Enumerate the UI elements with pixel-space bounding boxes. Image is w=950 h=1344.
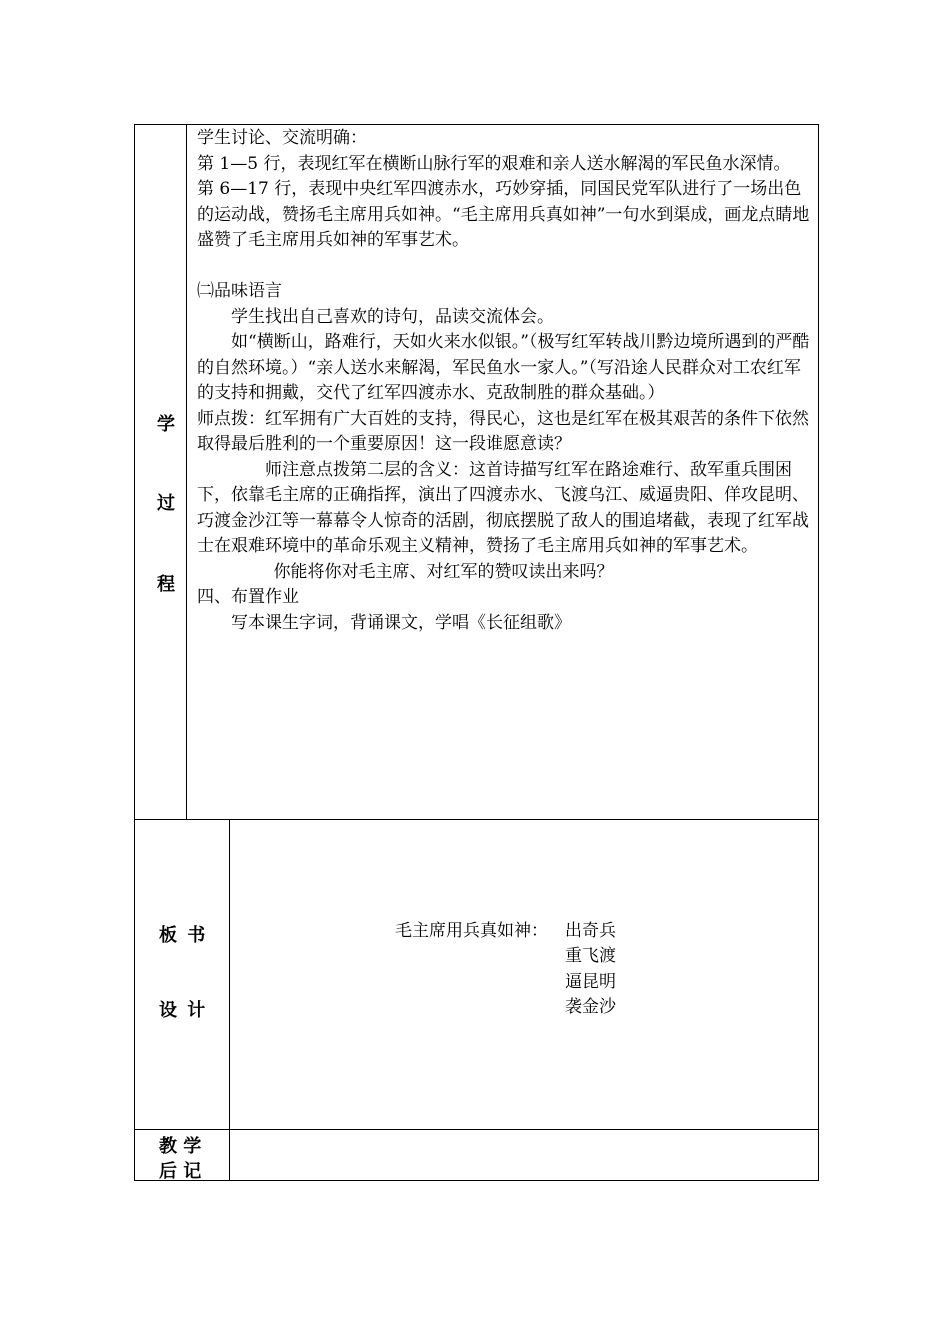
blank-line (197, 254, 815, 280)
paragraph: 第 6—17 行，表现中央红军四渡赤水，巧妙穿插，同国民党军队进行了一场出色的运动战，赞扬毛主席用兵如神。“毛主席用兵真如神”一句水到渠成，画龙点睛地盛赞了毛主席用兵如神的军事艺术。 (197, 179, 810, 250)
board-item: 逼昆明 (565, 972, 616, 992)
paragraph: 第 1—5 行，表现红军在横断山脉行军的艰难和亲人送水解渴的军民鱼水深情。 (197, 153, 791, 174)
paragraph: 你能将你对毛主席、对红军的赞叹读出来吗？ (273, 561, 614, 582)
side-label-teaching: 教 学 (159, 1136, 202, 1157)
side-label-char: 过 (157, 493, 175, 514)
side-label-board: 板 书 (159, 925, 206, 946)
row-divider-1 (134, 819, 819, 820)
col-divider-2 (229, 819, 230, 1181)
side-label-design: 设 计 (159, 1000, 206, 1021)
paragraph: 如“横断山，路难行，天如火来水似银。”（极写红军转战川黔边境所遇到的严酷的自然环境。）“亲人送水来解渴，军民鱼水一家人。”（写沿途人民群众对工农红军的支持和拥戴，交代了红军四渡赤水、克敌制胜的群众基础。） (197, 332, 810, 403)
board-item: 袭金沙 (565, 997, 616, 1017)
side-label-afterword: 后 记 (159, 1161, 202, 1182)
paragraph: 写本课生字词，背诵课文，学唱《长征组歌》 (231, 612, 571, 633)
paragraph: 师点拨：红军拥有广大百姓的支持，得民心，这也是红军在极其艰苦的条件下依然取得最后胜利的一个重要原因！这一段谁愿意读？ (197, 408, 809, 454)
process-content (197, 126, 815, 636)
col-divider-1 (186, 124, 187, 820)
side-label-char: 程 (157, 574, 175, 595)
board-prefix: 毛主席用兵真如神： (395, 921, 548, 941)
paragraph: 四、布置作业 (197, 587, 299, 607)
board-item: 重飞渡 (565, 946, 616, 966)
side-label-char: 学 (157, 414, 175, 435)
paragraph: ㈡品味语言 (197, 281, 282, 301)
row-divider-2 (134, 1129, 819, 1130)
paragraph: 学生讨论、交流明确： (197, 128, 367, 148)
board-item: 出奇兵 (565, 921, 616, 941)
paragraph: 学生找出自己喜欢的诗句，品读交流体会。 (231, 306, 554, 327)
paragraph: 师注意点拨第二层的含义：这首诗描写红军在路途难行、敌军重兵围困下，依靠毛主席的正确指挥，演出了四渡赤水、飞渡乌江、威逼贵阳、佯攻昆明、巧渡金沙江等一幕幕令人惊奇的活剧，彻底摆脱了敌人的围追堵截，表现了红军战士在艰难环境中的革命乐观主义精神，赞扬了毛主席用兵如神的军事艺术。 (197, 459, 809, 556)
